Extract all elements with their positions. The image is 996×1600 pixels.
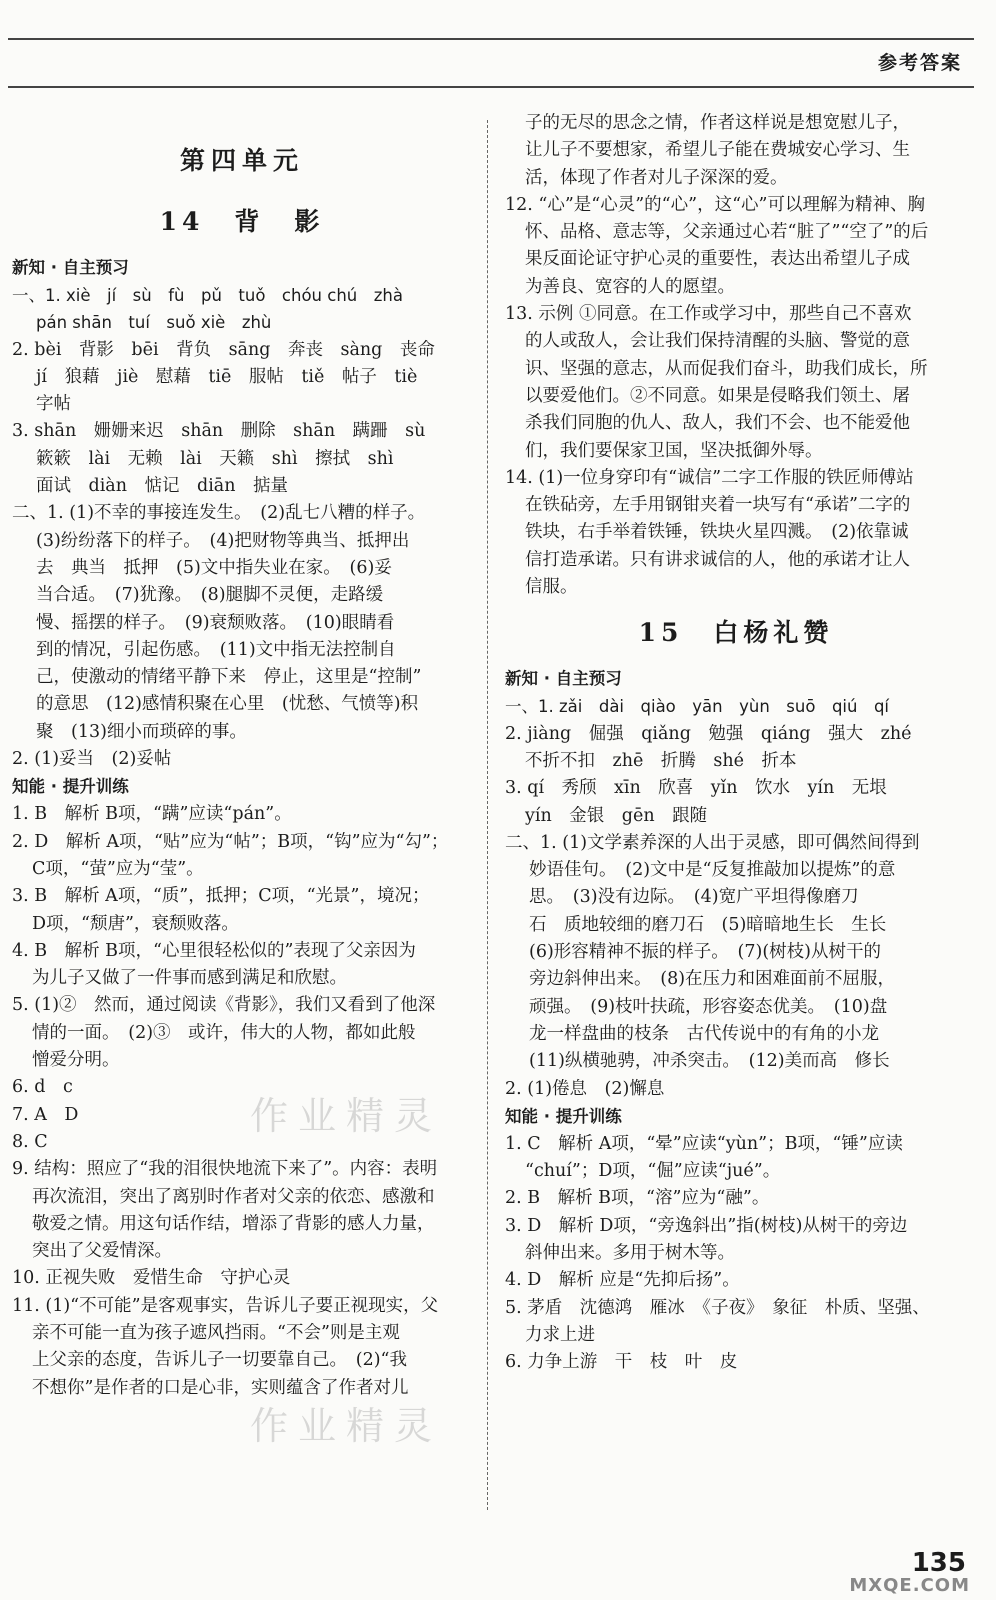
- answer-line: 的人或敌人，会让我们保持清醒的头脑、警觉的意: [525, 331, 910, 352]
- answer-line: 杀我们同胞的仇人、敌人，我们不会、也不能爱他: [525, 413, 910, 434]
- answer-line: 6. 力争上游 干 枝 叶 皮: [505, 1352, 738, 1373]
- answer-line: 12. “心”是“心灵”的“心”，这“心”可以理解为精神、胸: [505, 194, 925, 215]
- answer-line: 9. 结构：照应了“我的泪很快地流下来了”。内容：表明: [12, 1159, 438, 1180]
- section-heading: 新知 · 自主预习: [505, 669, 622, 689]
- answer-line: 活，体现了作者对儿子深深的爱。: [525, 167, 788, 188]
- answer-line: 信服。: [525, 577, 578, 598]
- answer-line: (6)形容精神不振的样子。 (7)(树枝)从树干的: [529, 942, 881, 963]
- answer-line: 铁块，右手举着铁锤，铁块火星四溅。 (2)依靠诚: [525, 522, 909, 543]
- answer-line: C项，“萤”应为“莹”。: [32, 858, 204, 879]
- answer-line: 己，使激动的情绪平静下来 停止，这里是“控制”: [36, 667, 422, 688]
- lesson-title-15: 15 白杨礼赞: [638, 618, 834, 648]
- answer-line: 在铁砧旁，左手用钢钳夹着一块写有“承诺”二字的: [525, 495, 911, 516]
- answer-line: 妙语佳句。 (2)文中是“反复推敲加以提炼”的意: [529, 860, 896, 881]
- answer-line: 1. C 解析 A项，“晕”应读“yùn”；B项，“锤”应读: [505, 1133, 903, 1154]
- answer-line: 让儿子不要想家，希望儿子能在费城安心学习、生: [525, 140, 910, 161]
- answer-line: 顽强。 (9)枝叶扶疏，形容姿态优美。 (10)盘: [529, 996, 888, 1017]
- answer-line: 信打造承诺。只有讲求诚信的人，他的承诺才让人: [525, 549, 910, 570]
- answer-line: 斜伸出来。多用于树木等。: [525, 1242, 735, 1263]
- section-heading: 新知 · 自主预习: [12, 258, 129, 277]
- answer-line: 3. shān 姗姗来迟 shān 删除 shān 蹒跚 sù: [12, 421, 426, 442]
- answer-line: 面试 diàn 惦记 diān 掂量: [36, 476, 289, 497]
- top-border: [8, 38, 974, 40]
- header-rule: [8, 86, 974, 88]
- answer-line: 去 典当 抵押 (5)文中指失业在家。 (6)妥: [36, 557, 392, 578]
- answer-line: 簌簌 lài 无赖 lài 天籁 shì 擦拭 shì: [36, 448, 394, 469]
- answer-line: 识、坚强的意志，从而促我们奋斗，助我们成长，所: [525, 358, 928, 379]
- answer-line: 2. (1)倦息 (2)懈息: [505, 1078, 665, 1099]
- answer-line: 的意思 (12)感情积聚在心里 (忧愁、气愤等)积: [36, 694, 419, 715]
- answer-line: 憎爱分明。: [32, 1050, 120, 1071]
- unit-title: 第四单元: [179, 146, 304, 175]
- answer-line: 到的情况，引起伤感。 (11)文中指无法控制自: [36, 639, 396, 660]
- answer-line: 6. d c: [12, 1077, 73, 1098]
- answer-line: 2. B 解析 B项，“溶”应为“融”。: [505, 1188, 770, 1209]
- lesson-title-14: 14 背 影: [159, 207, 325, 236]
- answer-line: 不折不扣 zhē 折腾 shé 折本: [525, 750, 797, 771]
- answer-line: 4. D 解析 应是“先抑后扬”。: [505, 1270, 740, 1291]
- answer-line: 情的一面。 (2)③ 或许，伟大的人物，都如此般: [32, 1022, 416, 1043]
- answer-line: “chuí”；D项，“倔”应读“jué”。: [525, 1161, 781, 1182]
- answer-line: 以要爱他们。②不同意。如果是侵略我们领土、屠: [525, 385, 910, 406]
- answer-line: 旁边斜伸出来。 (8)在压力和困难面前不屈服，: [529, 969, 896, 990]
- right-answer-list-bottom: [505, 665, 967, 1376]
- watermark: 作业精灵: [250, 1404, 443, 1448]
- answer-line: 5. 茅盾 沈德鸿 雁冰 《子夜》 象征 朴质、坚强、: [505, 1297, 930, 1318]
- answer-line: 8. C: [12, 1131, 48, 1152]
- answer-line: 字帖: [36, 394, 71, 415]
- right-column: [505, 110, 967, 1376]
- answer-line: 一、1. zǎi dài qiào yān yùn suō qiú qí: [505, 697, 890, 717]
- section-heading: 知能 · 提升训练: [12, 777, 129, 797]
- answer-line: 思。 (3)没有边际。 (4)宽广平坦得像磨刀: [529, 887, 859, 908]
- answer-line: 力求上进: [525, 1324, 595, 1345]
- answer-line: 一、1. xiè jí sù fù pǔ tuǒ chóu chú zhà: [12, 286, 403, 305]
- answer-line: 当合适。 (7)犹豫。 (8)腿脚不灵便，走路缓: [36, 585, 384, 606]
- answer-line: 13. 示例 ①同意。在工作或学习中，那些自己不喜欢: [505, 304, 912, 325]
- answer-line: 们，我们要保家卫国，坚决抵御外辱。: [525, 440, 823, 461]
- answer-line: 2. bèi 背影 bēi 背负 sāng 奔丧 sàng 丧命: [12, 339, 435, 360]
- left-answer-list: [12, 254, 472, 1402]
- running-header: 参考答案: [877, 52, 962, 74]
- answer-line: 怀、品格、意志等，父亲通过心若“脏了”“空了”的后: [525, 222, 929, 243]
- answer-line: 二、1. (1)不幸的事接连发生。 (2)乱七八糟的样子。: [12, 503, 426, 524]
- answer-line: 14. (1)一位身穿印有“诚信”二字工作服的铁匠师傅站: [505, 467, 914, 488]
- answer-line: 慢、摇摆的样子。 (9)衰颓败落。 (10)眼睛看: [36, 612, 395, 633]
- answer-line: 7. A D: [12, 1104, 79, 1125]
- answer-line: D项，“颓唐”，衰颓败落。: [32, 913, 239, 934]
- answer-line: 为善良、宽容的人的愿望。: [525, 276, 735, 297]
- left-column: [12, 138, 472, 1402]
- answer-line: 子的无尽的思念之情，作者这样说是想宽慰儿子，: [525, 113, 910, 133]
- answer-line: pán shān tuí suǒ xiè zhù: [36, 313, 272, 333]
- answer-line: 为儿子又做了一件事而感到满足和欣慰。: [32, 968, 347, 989]
- answer-line: (11)纵横驰骋，冲杀突击。 (12)美而高 修长: [529, 1051, 890, 1072]
- answer-line: 3. qí 秀颀 xīn 欣喜 yǐn 饮水 yín 无垠: [505, 778, 887, 799]
- answer-line: 2. D 解析 A项，“贴”应为“帖”；B项，“钩”应为“勾”；: [12, 831, 449, 852]
- answer-line: 5. (1)② 然而，通过阅读《背影》，我们又看到了他深: [12, 995, 436, 1016]
- watermark: 作业精灵: [250, 1094, 443, 1138]
- answer-line: 敬爱之情。用这句话作结，增添了背影的感人力量，: [32, 1213, 435, 1234]
- answer-line: 10. 正视失败 爱惜生命 守护心灵: [12, 1268, 291, 1289]
- answer-line: 1. B 解析 B项，“蹒”应读“pán”。: [12, 804, 292, 825]
- column-divider: [487, 120, 488, 1510]
- answer-line: 2. (1)妥当 (2)妥帖: [12, 749, 172, 770]
- answer-line: 2. jiàng 倔强 qiǎng 勉强 qiáng 强大 zhé: [505, 723, 912, 744]
- answer-line: 龙一样盘曲的枝条 古代传说中的有角的小龙: [529, 1023, 879, 1044]
- answer-line: 上父亲的态度，告诉儿子一切要靠自己。 (2)“我: [32, 1350, 407, 1371]
- answer-line: jí 狼藉 jiè 慰藉 tiē 服帖 tiě 帖子 tiè: [36, 366, 418, 387]
- answer-line: 3. B 解析 A项，“质”，抵押；C项，“光景”，境况；: [12, 886, 430, 907]
- section-heading: 知能 · 提升训练: [505, 1106, 622, 1126]
- right-answer-list-top: [505, 110, 967, 601]
- answer-line: 3. D 解析 D项，“旁逸斜出”指(树枝)从树干的旁边: [505, 1215, 908, 1236]
- answer-line: yín 金银 gēn 跟随: [525, 805, 708, 826]
- answer-line: 再次流泪，突出了离别时作者对父亲的依恋、感激和: [32, 1186, 435, 1207]
- answer-line: 石 质地较细的磨刀石 (5)暗暗地生长 生长: [529, 914, 887, 935]
- site-watermark: MXQE.COM: [849, 1575, 970, 1596]
- answer-line: (3)纷纷落下的样子。 (4)把财物等典当、抵押出: [36, 530, 410, 551]
- answer-line: 亲不可能一直为孩子遮风挡雨。“不会”则是主观: [32, 1322, 400, 1343]
- answer-line: 二、1. (1)文学素养深的人出于灵感，即可偶然间得到: [505, 832, 920, 853]
- answer-line: 聚 (13)细小而琐碎的事。: [36, 721, 247, 742]
- answer-line: 突出了父爱情深。: [32, 1241, 172, 1262]
- answer-line: 果反面论证守护心灵的重要性，表达出希望儿子成: [525, 249, 910, 270]
- answer-line: 4. B 解析 B项，“心里很轻松似的”表现了父亲因为: [12, 940, 416, 961]
- answer-line: 11. (1)“不可能”是客观事实，告诉儿子要正视现实，父: [12, 1295, 439, 1316]
- page-number: 135: [911, 1548, 966, 1578]
- answer-line: 不想你”是作者的口是心非，实则蕴含了作者对儿: [32, 1377, 409, 1398]
